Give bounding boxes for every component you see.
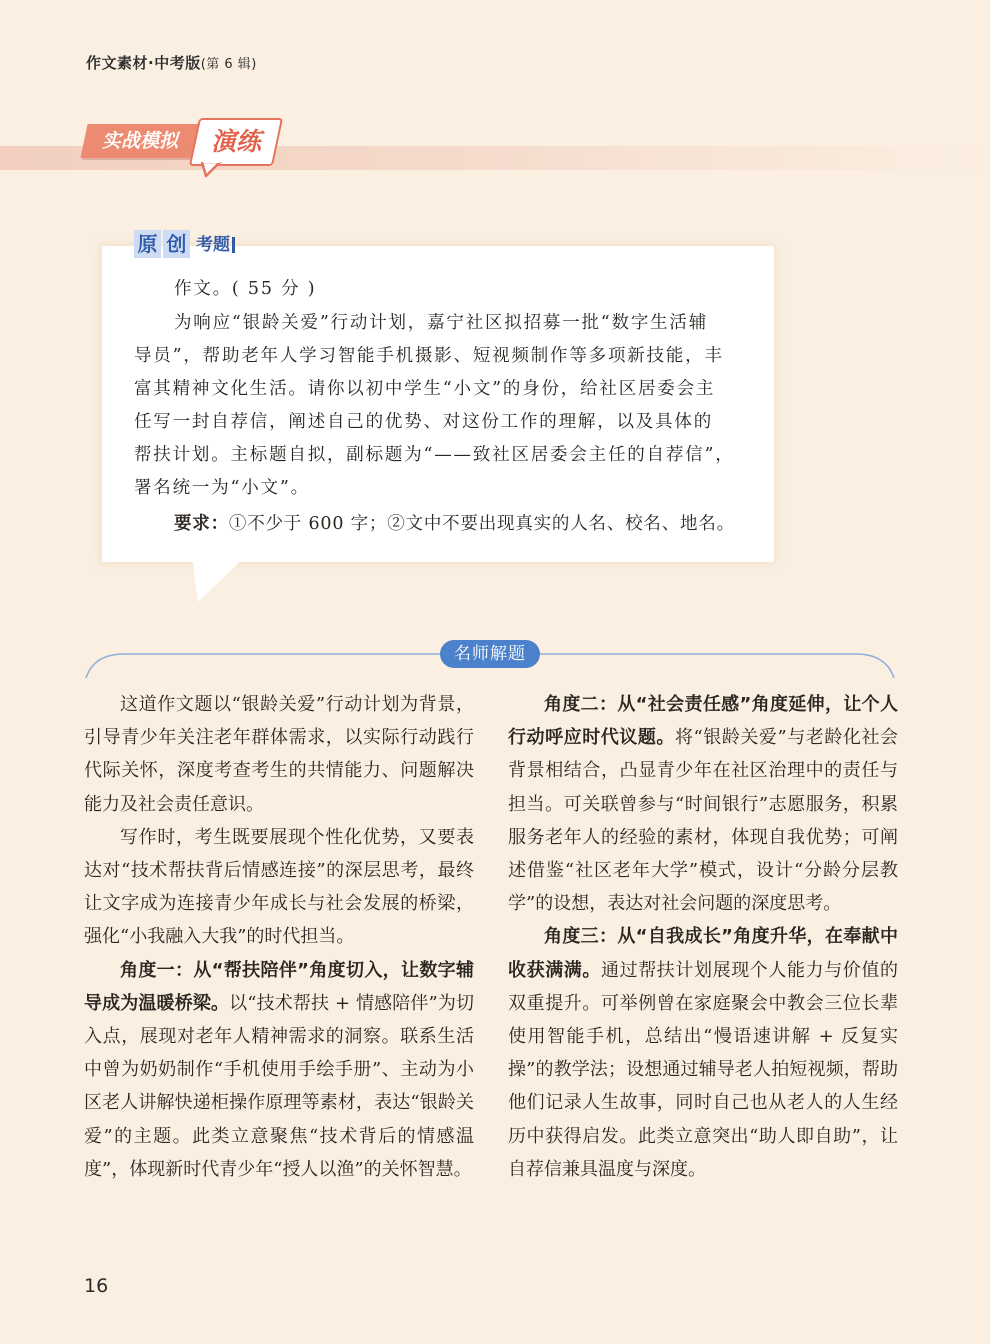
label-bar — [232, 237, 235, 253]
section-title: 名师解题 — [440, 640, 540, 668]
angle-paragraph — [84, 954, 474, 1186]
question-line: 帮扶计划。主标题自拟，副标题为“——致社区居委会主任的自荐信”， — [134, 445, 735, 465]
angle-title: 角度一：从“帮扶陪伴”角度切入，让数字辅导成为温暖桥梁。 — [84, 959, 474, 1014]
requirement-text: ①不少于 600 字；②文中不要出现真实的人名、校名、地名。 — [228, 514, 735, 534]
label-text: 考题 — [196, 235, 230, 255]
question-line: 富其精神文化生活。请你以初中学生“小文”的身份，给社区居委会主 — [134, 379, 716, 399]
analysis-paragraph: 写作时，考生既要展现个性化优势，又要表达对“技术帮扶背后情感连接”的深层思考，最终让文字成为连接青少年成长与社会发展的桥梁，强化“小我融入大我”的时代担当。 — [84, 826, 474, 948]
original-question-label — [134, 230, 235, 262]
question-line: 作文。( 55 分 ) — [174, 279, 317, 299]
speech-tail-icon — [200, 162, 224, 178]
angle-title: 角度三：从“自我成长”角度升华，在奉献中收获满满。 — [508, 926, 898, 981]
banner-main-label: 实战模拟 — [80, 124, 199, 158]
angle-body: 以“技术帮扶 + 情感陪伴”为切入点，展现对老年人精神需求的洞察。联系生活中曾为奶奶制作“手机使用手绘手册”、主动为小区老人讲解快递柜操作原理等素材，表达“银龄关爱”的主题。此类立意聚焦“技术背后的情感温度”，体现新时代青少年“授人以渔”的关怀智慧。 — [84, 992, 475, 1180]
analysis-column-left — [84, 688, 474, 1186]
analysis-paragraph: 这道作文题以“银龄关爱”行动计划为背景，引导青少年关注老年群体需求，以实际行动践行代际关怀，深度考查考生的共情能力、问题解决能力及社会责任意识。 — [84, 694, 474, 815]
angle-title: 角度二：从“社会责任感”角度延伸，让个人行动呼应时代议题。 — [508, 694, 898, 749]
angle-body: 通过帮扶计划展现个人能力与价值的双重提升。可举例曾在家庭聚会中教会三位长辈使用智能手机，总结出“慢语速讲解 + 反复实操”的教学法；设想通过辅导老人拍短视频，帮助他们记录人生故事，同时自己也从老人的人生经历中获得启发。此类立意突出“助人即自助”，让自荐信兼具温度与深度。 — [508, 959, 898, 1180]
page-number: 16 — [84, 1275, 109, 1297]
label-char: 原 — [134, 230, 161, 258]
running-header — [86, 52, 257, 73]
angle-body: 将“银龄关爱”与老龄化社会背景相结合，凸显青少年在社区治理中的责任与担当。可关联曾参与“时间银行”志愿服务，积累服务老年人的经验的素材，体现自我优势；可阐述借鉴“社区老年大学”模式，设计“分龄分层教学”的设想，表达对社会问题的深度思考。 — [508, 727, 898, 915]
requirement-line — [174, 510, 754, 535]
analysis-column-right — [508, 688, 898, 1186]
speech-tail-icon — [186, 556, 256, 606]
book-title: 作文素材·中考版 — [86, 54, 201, 72]
section-banner — [84, 118, 284, 182]
question-line: 署名统一为“小文”。 — [134, 478, 310, 498]
question-line: 为响应“银龄关爱”行动计划，嘉宁社区拟招募一批“数字生活辅 — [174, 313, 709, 333]
question-line: 导员”，帮助老年人学习智能手机摄影、短视频制作等多项新技能，丰 — [134, 346, 724, 366]
requirement-label: 要求： — [174, 514, 229, 534]
issue-number: (第 6 辑) — [200, 57, 257, 72]
banner-accent-bubble: 演练 — [189, 118, 283, 166]
label-char: 创 — [163, 230, 190, 258]
angle-paragraph — [508, 688, 898, 920]
angle-paragraph — [508, 920, 898, 1186]
question-line: 任写一封自荐信，阐述自己的优势、对这份工作的理解，以及具体的 — [134, 412, 713, 432]
